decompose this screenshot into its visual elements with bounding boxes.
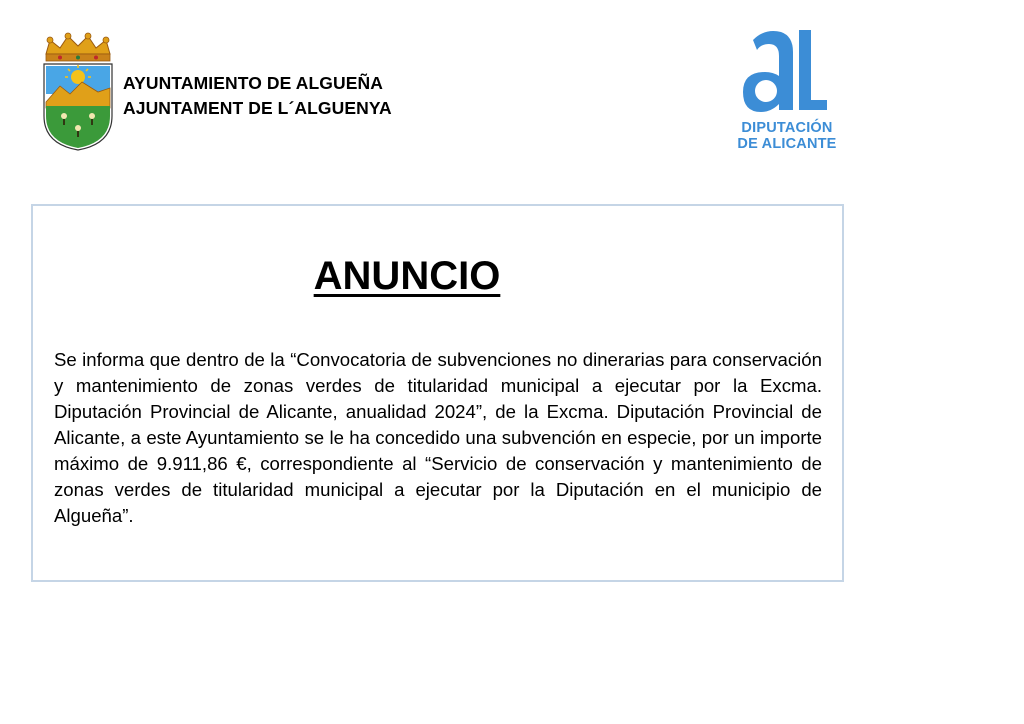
notice-title-text: ANUNCIO: [313, 254, 501, 298]
municipality-name-es: AYUNTAMIENTO DE ALGUEÑA: [123, 73, 383, 93]
diputacion-al-mark-icon: [741, 26, 833, 116]
notice-title: [0, 252, 814, 300]
municipality-name-block: [123, 71, 392, 121]
diputacion-logo: [735, 26, 839, 152]
diputacion-logo-line1: DIPUTACIÓN: [741, 120, 833, 136]
notice-body: Se informa que dentro de la “Convocatoria de subvenciones no dinerarias para conservación y mantenimiento de zonas verdes de titularidad municipal a ejecutar por la Excma. Diputación Provincial de Alicante, anualidad 2024”, de la Excma. Diputación Provincial de Alicante, a este Ayuntamiento se le ha concedido una subvención en especie, por un importe máximo de 9.911,86 €, correspondiente al “Servicio de conservación y mantenimiento de zonas verdes de titularidad municipal a ejecutar por la Diputación en el municipio de Algueña”.: [54, 349, 822, 526]
municipality-name-va: AJUNTAMENT DE L´ALGUENYA: [123, 98, 392, 118]
diputacion-logo-line2: DE ALICANTE: [737, 136, 837, 152]
municipal-crest-icon: [40, 32, 116, 152]
